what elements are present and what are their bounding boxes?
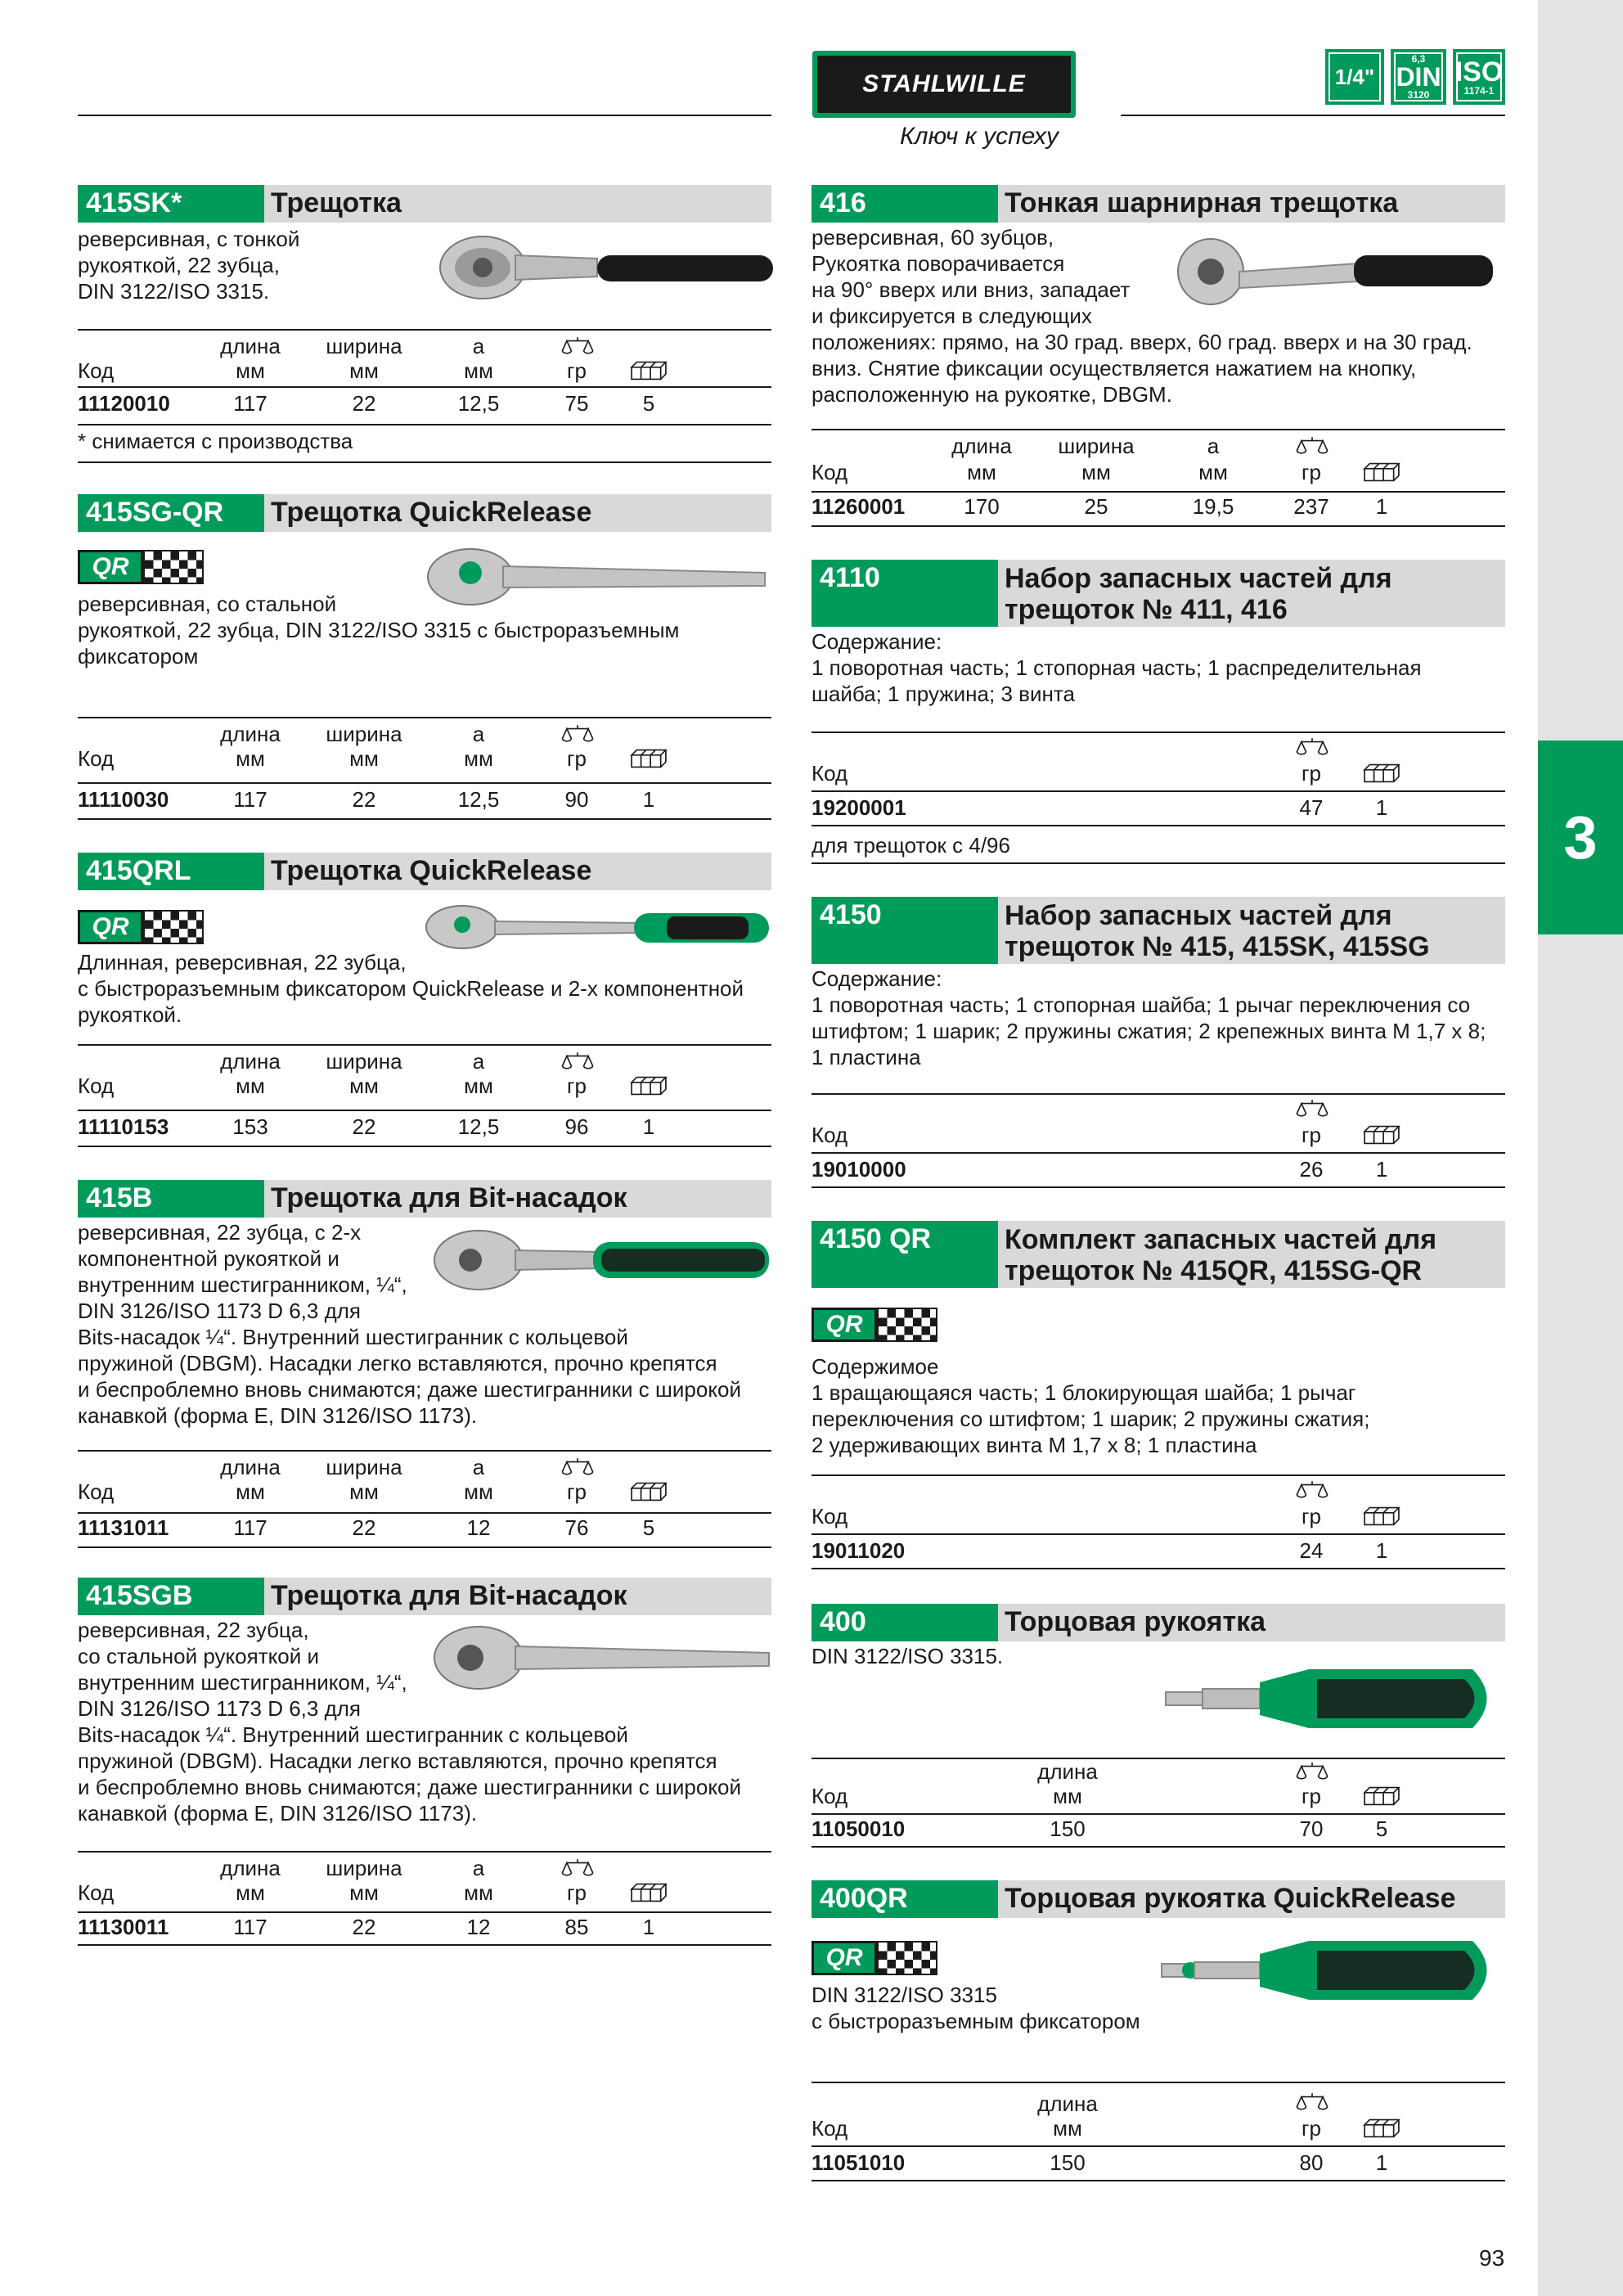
package-icon [630, 1075, 668, 1096]
package-icon [1363, 1785, 1400, 1807]
section-code: 415SGB [78, 1578, 264, 1615]
weight-icon [1296, 1098, 1329, 1118]
weight-icon [561, 723, 594, 743]
section-description: реверсивная, 22 зубца, со стальной рукояткой и внутренним шестигранником, ¼“, DIN 3126/ISO 1173 D 6,3 для Bits-насадок ¼“. Внутренний шестигранник с кольцевой пружиной (DBGM). Насадки легко вставляются, прочно крепятся и беспроблемно вновь снимаются; даже шестигранники с широкой канавкой (форма E, DIN 3126/ISO 1173). [78, 1618, 741, 1826]
weight-icon [1296, 736, 1329, 756]
quickrelease-badge: QR [812, 1308, 937, 1342]
section-415b [78, 1180, 771, 1429]
section-description: Содержимое 1 вращающаяся часть; 1 блокирующая шайба; 1 рычаг переключения со штифтом; 1 шарик; 2 пружины сжатия; 2 удерживающих винта M 1,7 x 8; 1 пластина [812, 1354, 1370, 1457]
ratchet-415sk-image [434, 223, 777, 313]
section-4110 [812, 560, 1505, 707]
section-code: 4150 QR [812, 1221, 998, 1288]
section-description: Содержание: 1 поворотная часть; 1 стопорная часть; 1 распределительная шайба; 1 пружина; 3 винта [812, 629, 1422, 706]
package-icon [630, 1882, 668, 1903]
weight-icon [1296, 2091, 1329, 2111]
stahlwille-logo [812, 51, 1076, 118]
ratchet-416-image [1170, 231, 1497, 321]
spinner-handle-400qr-image [1158, 1929, 1509, 2011]
section-description: DIN 3122/ISO 3315 с быстроразъемным фиксатором [812, 1983, 1140, 2033]
weight-icon [1296, 1761, 1329, 1781]
section-title: Тонкая шарнирная трещотка [998, 185, 1505, 223]
din-badge: 6,3 DIN 3120 [1391, 49, 1446, 105]
package-icon [1363, 763, 1400, 784]
ratchet-415sgb-image [429, 1617, 773, 1699]
weight-icon [561, 1051, 594, 1070]
section-code: 400QR [812, 1880, 998, 1918]
header-rule-left [78, 115, 771, 116]
quickrelease-badge: QR [78, 550, 204, 584]
weight-icon [561, 1857, 594, 1877]
quickrelease-badge: QR [78, 910, 204, 944]
package-icon [1363, 1124, 1400, 1146]
section-4150-qr [812, 1221, 1505, 1458]
page-number: 93 [1479, 2245, 1505, 2271]
section-title: Торцовая рукоятка QuickRelease [998, 1880, 1505, 1918]
chapter-tab[interactable]: 3 [1538, 741, 1623, 934]
section-415sgb [78, 1578, 771, 1826]
section-code: 4150 [812, 897, 998, 964]
weight-icon [1296, 435, 1329, 455]
package-icon [1363, 461, 1400, 483]
quickrelease-badge: QR [812, 1941, 937, 1975]
section-title: Трещотка QuickRelease [264, 494, 771, 532]
section-note: * снимается с производства [78, 429, 353, 453]
package-icon [630, 1481, 668, 1502]
section-code: 415QRL [78, 853, 264, 890]
section-code: 416 [812, 185, 998, 223]
ratchet-415sg-qr-image [421, 540, 773, 622]
section-description: реверсивная, 60 зубцов, Рукоятка поворачивается на 90° вверх или вниз, западает и фиксируется в следующих положениях: прямо, на 30 град. вверх, 60 град. вверх и на 30 град. вниз. Снятие фиксации осуществляется нажатием на кнопку, расположенную на рукоятке, DBGM. [812, 225, 1472, 407]
logo-text: STAHLWILLE [862, 70, 1026, 97]
package-icon [630, 360, 668, 381]
section-title: Трещотка QuickRelease [264, 853, 771, 890]
section-title: Трещотка для Bit-насадок [264, 1180, 771, 1218]
section-description: реверсивная, 22 зубца, с 2-х компонентной рукояткой и внутренним шестигранником, ¼“, DIN 3126/ISO 1173 D 6,3 для Bits-насадок ¼“. Внутренний шестигранник с кольцевой пружиной (DBGM). Насадки легко вставляются, прочно крепятся и беспроблемно вновь снимаются; даже шестигранники с широкой канавкой (форма E, DIN 3126/ISO 1173). [78, 1220, 741, 1428]
section-title: Комплект запасных частей для трещоток № 415QR, 415SG-QR [998, 1221, 1505, 1288]
section-title: Торцовая рукоятка [998, 1604, 1505, 1641]
size-badge: 1/4" [1325, 49, 1384, 105]
section-code: 400 [812, 1604, 998, 1641]
weight-icon [561, 1456, 594, 1476]
ratchet-415qrl-image [421, 898, 773, 956]
slogan: Ключ к успеху [900, 123, 1059, 150]
section-description: DIN 3122/ISO 3315. [812, 1644, 1004, 1668]
weight-icon [1296, 1479, 1329, 1499]
section-description: реверсивная, со стальной рукояткой, 22 зубца, DIN 3122/ISO 3315 с быстроразъемным фиксатором [78, 592, 680, 669]
section-title: Трещотка для Bit-насадок [264, 1578, 771, 1615]
section-title: Набор запасных частей для трещоток № 415, 415SK, 415SG [998, 897, 1505, 964]
section-code: 415SK* [78, 185, 264, 223]
sidebar-strip [1538, 0, 1623, 2296]
section-description: Длинная, реверсивная, 22 зубца, с быстроразъемным фиксатором QuickRelease и 2-х компонентной рукояткой. [78, 950, 744, 1027]
section-code: 415B [78, 1180, 264, 1218]
section-code: 4110 [812, 560, 998, 627]
section-description: реверсивная, с тонкой рукояткой, 22 зубца, DIN 3122/ISO 3315. [78, 227, 300, 304]
section-code: 415SG-QR [78, 494, 264, 532]
spinner-handle-400-image [1162, 1658, 1505, 1740]
section-title: Набор запасных частей для трещоток № 411, 416 [998, 560, 1505, 627]
package-icon [630, 748, 668, 769]
header-rule-right [1121, 115, 1505, 116]
weight-icon [561, 335, 594, 355]
section-note: для трещоток с 4/96 [812, 833, 1010, 858]
section-description: Содержание: 1 поворотная часть; 1 стопорная шайба; 1 рычаг переключения со штифтом; 1 шарик; 2 пружины сжатия; 2 крепежных винта M 1,7 x 8; 1 пластина [812, 966, 1486, 1069]
ratchet-415b-image [429, 1219, 773, 1301]
package-icon [1363, 1506, 1400, 1527]
section-title: Трещотка [264, 185, 771, 223]
package-icon [1363, 2118, 1400, 2139]
section-4150 [812, 897, 1505, 1070]
iso-badge: ISO 1174-1 [1453, 49, 1505, 105]
